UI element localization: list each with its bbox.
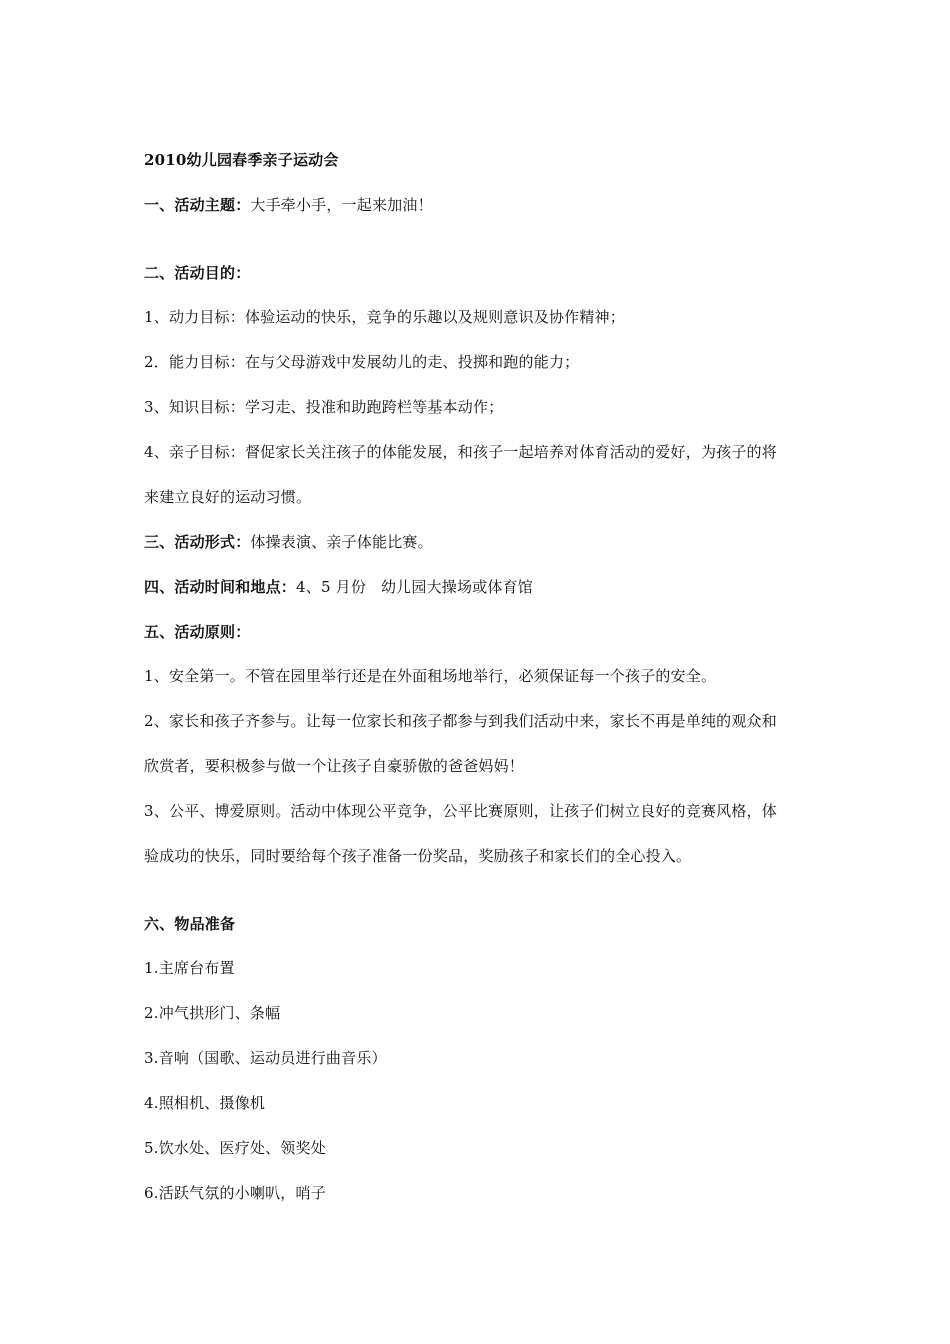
purpose-item-4-line-1: 4、亲子目标：督促家长关注孩子的体能发展，和孩子一起培养对体育活动的爱好，为孩子的将 [144, 443, 777, 461]
principle-2-line-2: 欣赏者，要积极参与做一个让孩子自豪骄傲的爸爸妈妈！ [144, 757, 525, 775]
principle-1: 1、安全第一。不管在园里举行还是在外面租场地举行，必须保证每一个孩子的安全。 [144, 667, 717, 685]
supply-item-5: 5.饮水处、医疗处、领奖处 [144, 1139, 326, 1157]
form-label: 三、活动形式： [144, 533, 251, 551]
supplies-heading: 六、物品准备 [144, 915, 236, 933]
supply-item-6: 6.活跃气氛的小喇叭，哨子 [144, 1184, 326, 1202]
supply-item-1: 1.主席台布置 [144, 959, 235, 977]
supply-item-4: 4.照相机、摄像机 [144, 1094, 266, 1112]
time-place-label: 四、活动时间和地点： [144, 578, 297, 596]
principle-3-line-1: 3、公平、博爱原则。活动中体现公平竞争，公平比赛原则，让孩子们树立良好的竞赛风格，体 [144, 802, 777, 820]
time-place-line [144, 576, 814, 598]
principle-2-line-1: 2、家长和孩子齐参与。让每一位家长和孩子都参与到我们活动中来，家长不再是单纯的观众和 [144, 712, 777, 730]
purpose-item-4-line-2: 来建立良好的运动习惯。 [144, 488, 312, 506]
form-text: 体操表演、亲子体能比赛。 [250, 533, 433, 551]
time-place-text: 4、5 月份 幼儿园大操场或体育馆 [296, 578, 533, 596]
supply-item-2: 2.冲气拱形门、条幅 [144, 1004, 281, 1022]
theme-label: 一、活动主题： [144, 196, 251, 214]
purpose-item-1: 1、动力目标：体验运动的快乐，竞争的乐趣以及规则意识及协作精神； [144, 308, 625, 326]
supply-item-3: 3.音响（国歌、运动员进行曲音乐） [144, 1049, 387, 1067]
form-line [144, 531, 814, 553]
purpose-heading: 二、活动目的： [144, 264, 251, 282]
principles-heading: 五、活动原则： [144, 623, 251, 641]
theme-text: 大手牵小手，一起来加油！ [250, 196, 433, 214]
purpose-item-3: 3、知识目标：学习走、投准和助跑跨栏等基本动作； [144, 398, 504, 416]
purpose-item-2: 2．能力目标：在与父母游戏中发展幼儿的走、投掷和跑的能力； [144, 353, 580, 371]
theme-line [144, 194, 814, 216]
document-title: 2010幼儿园春季亲子运动会 [144, 151, 339, 169]
principle-3-line-2: 验成功的快乐，同时要给每个孩子准备一份奖品，奖励孩子和家长们的全心投入。 [144, 847, 692, 865]
